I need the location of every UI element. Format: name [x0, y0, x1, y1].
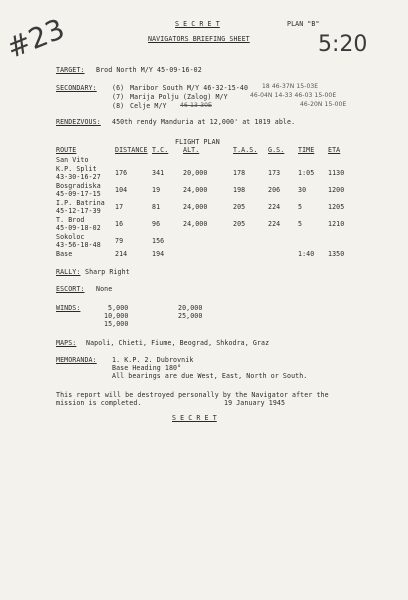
route-point: T. Brod	[56, 216, 85, 224]
wind-altitude: 10,000	[104, 312, 129, 320]
cell-alt: 24,000	[183, 203, 208, 211]
cell-tc: 96	[152, 220, 161, 228]
wind-altitude: 25,000	[178, 312, 203, 320]
cell-eta: 1130	[328, 169, 345, 177]
secondary-num: (7)	[112, 93, 125, 101]
secret-header: S E C R E T	[175, 20, 220, 28]
cell-tas: 198	[233, 186, 246, 194]
cell-distance: 214	[115, 250, 128, 258]
secondary-hand-note: 46-20N 15-00E	[300, 101, 347, 108]
column-header-gs: G.S.	[268, 146, 285, 154]
secondary-num: (6)	[112, 84, 125, 92]
target-label: TARGET:	[56, 66, 85, 74]
route-point: San Vito	[56, 156, 89, 164]
secondary-hand-note: 18 46-37N 15-03E	[262, 83, 319, 90]
route-point: Bosgradiska	[56, 182, 101, 190]
route-point: 45-12-17-39	[56, 207, 101, 215]
cell-time: 1:05	[298, 169, 315, 177]
route-point: I.P. Batrina	[56, 199, 105, 207]
cell-distance: 16	[115, 220, 124, 228]
cell-eta: 1350	[328, 250, 345, 258]
rendezvous-label: RENDEZVOUS:	[56, 118, 101, 126]
cell-gs: 206	[268, 186, 281, 194]
plan-label: PLAN "B"	[287, 20, 320, 28]
escort-value: None	[96, 285, 113, 293]
cell-distance: 104	[115, 186, 128, 194]
destroy-notice-line2: mission is completed.	[56, 399, 142, 407]
flight-plan-title: FLIGHT PLAN	[175, 138, 220, 146]
sheet-title: NAVIGATORS BRIEFING SHEET	[148, 35, 250, 43]
cell-eta: 1205	[328, 203, 345, 211]
wind-altitude: 15,000	[104, 320, 129, 328]
cell-tc: 81	[152, 203, 161, 211]
handwritten-time: 5:20	[318, 32, 368, 57]
cell-time: 1:40	[298, 250, 315, 258]
column-header-tas: T.A.S.	[233, 146, 258, 154]
maps-label: MAPS:	[56, 339, 77, 347]
cell-tas: 205	[233, 203, 246, 211]
handwritten-number: #23	[1, 12, 70, 65]
cell-tas: 178	[233, 169, 246, 177]
struck-note: 46-13-30E	[180, 102, 212, 109]
cell-tas: 205	[233, 220, 246, 228]
route-point: Base	[56, 250, 73, 258]
target-value: Brod North M/Y 45-09-16-02	[96, 66, 202, 74]
route-point: Sokoloc	[56, 233, 85, 241]
cell-alt: 20,000	[183, 169, 208, 177]
cell-alt: 24,000	[183, 186, 208, 194]
route-point: 45-09-18-02	[56, 224, 101, 232]
cell-distance: 176	[115, 169, 128, 177]
cell-time: 30	[298, 186, 307, 194]
route-point: 43-56-18-48	[56, 241, 101, 249]
secondary-hand-note: 46-04N 14-33 46-03 15-00E	[250, 92, 337, 99]
cell-gs: 224	[268, 220, 281, 228]
column-header-alt: ALT.	[183, 146, 200, 154]
cell-tc: 341	[152, 169, 165, 177]
cell-gs: 224	[268, 203, 281, 211]
memoranda-line3: All bearings are due West, East, North or South.	[112, 372, 308, 380]
wind-altitude: 5,000	[108, 304, 129, 312]
route-point: 43-30-16-27	[56, 173, 101, 181]
rally-label: RALLY:	[56, 268, 81, 276]
cell-tc: 19	[152, 186, 161, 194]
cell-time: 5	[298, 203, 303, 211]
cell-time: 5	[298, 220, 303, 228]
route-point: K.P. Split	[56, 165, 97, 173]
cell-alt: 24,000	[183, 220, 208, 228]
column-header-tc: T.C.	[152, 146, 169, 154]
route-point: 45-09-17-15	[56, 190, 101, 198]
column-header-eta: ETA	[328, 146, 341, 154]
cell-eta: 1210	[328, 220, 345, 228]
escort-label: ESCORT:	[56, 285, 85, 293]
rally-value: Sharp Right	[85, 268, 130, 276]
secondary-target: Marija Polju (Zalog) M/Y	[130, 93, 228, 101]
column-header-time: TIME	[298, 146, 315, 154]
maps-value: Napoli, Chieti, Fiume, Beograd, Shkodra, Graz	[86, 339, 270, 347]
secondary-label: SECONDARY:	[56, 84, 97, 92]
secondary-target: Maribor South M/Y 46-32-15-40	[130, 84, 249, 92]
column-header-route: ROUTE	[56, 146, 77, 154]
winds-label: WINDS:	[56, 304, 81, 312]
cell-tc: 156	[152, 237, 165, 245]
cell-eta: 1200	[328, 186, 345, 194]
cell-tc: 194	[152, 250, 165, 258]
secondary-num: (8)	[112, 102, 125, 110]
memoranda-line2: Base Heading 180°	[112, 364, 182, 372]
cell-gs: 173	[268, 169, 281, 177]
secret-footer: S E C R E T	[172, 414, 217, 422]
column-header-distance: DISTANCE	[115, 146, 148, 154]
memoranda-line1: 1. K.P. 2. Dubrovnik	[112, 356, 194, 364]
secondary-target: Celje M/Y	[130, 102, 167, 110]
cell-distance: 79	[115, 237, 124, 245]
rendezvous-value: 450th rendy Manduria at 12,000' at 1019 able.	[112, 118, 296, 126]
memoranda-label: MEMORANDA:	[56, 356, 97, 364]
wind-altitude: 20,000	[178, 304, 203, 312]
destroy-notice-line1: This report will be destroyed personally by the Navigator after the	[56, 391, 329, 399]
report-date: 19 January 1945	[224, 399, 286, 407]
cell-distance: 17	[115, 203, 124, 211]
